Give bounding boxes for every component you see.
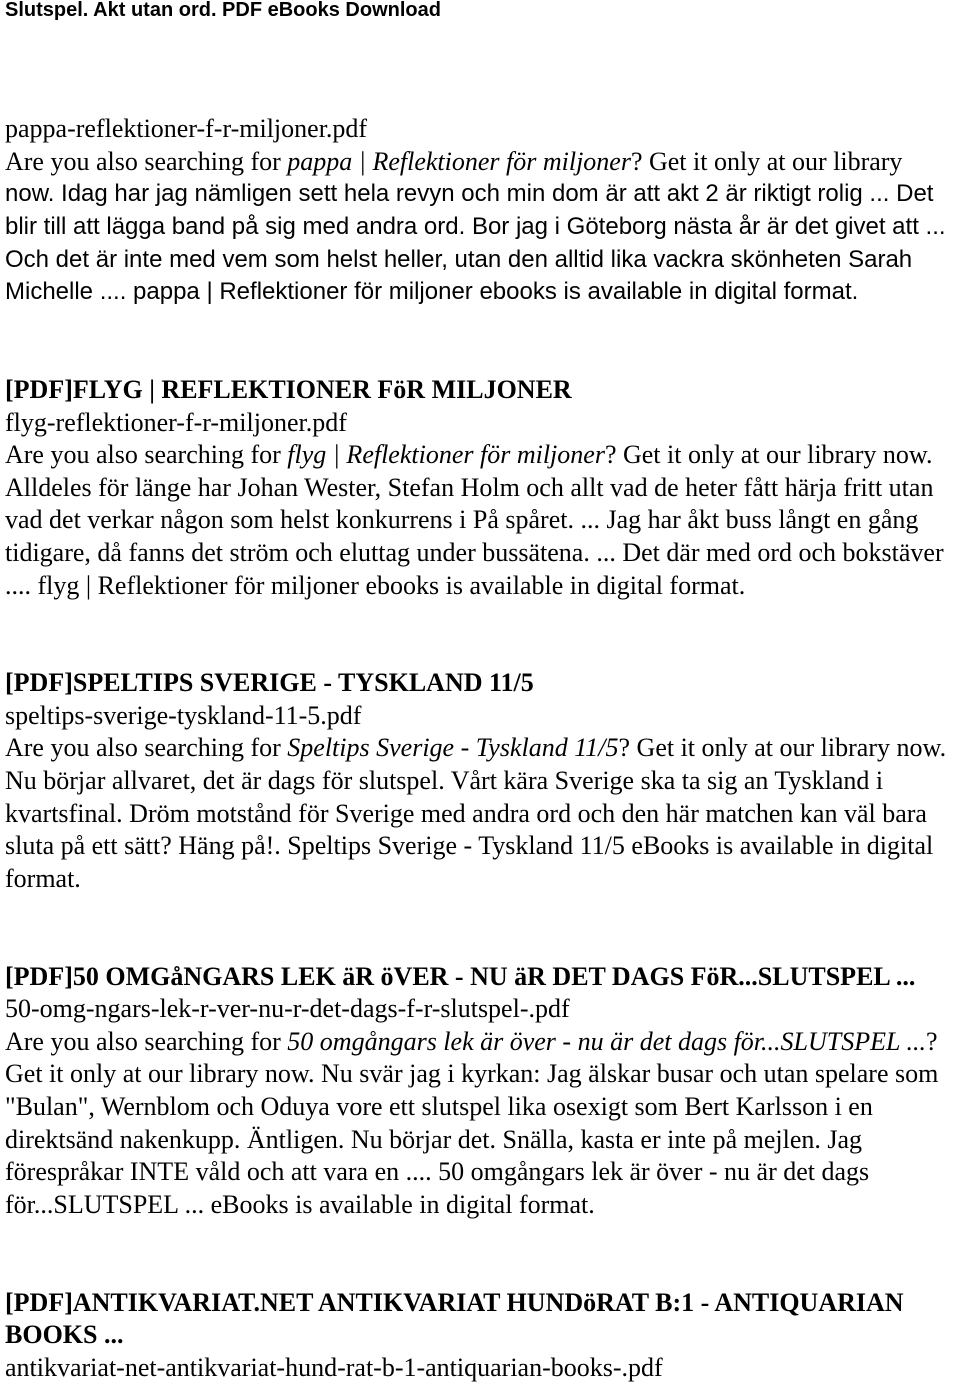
entry-search-line <box>5 439 960 472</box>
entry-description-line: .... flyg | Reflektioner för miljoner ebooks is available in digital format. <box>5 570 746 600</box>
entry-filename: speltips-sverige-tyskland-11-5.pdf <box>5 700 362 730</box>
search-title: pappa | Reflektioner för miljoner <box>287 146 631 176</box>
entry-heading: [PDF]FLYG | REFLEKTIONER FöR MILJONER <box>5 374 572 404</box>
search-suffix: ? Get it only at our library <box>630 146 903 176</box>
entry-description-line: Nu börjar allvaret, det är dags för slutspel. Vårt kära Sverige ska ta sig an Tyskland i <box>5 766 884 796</box>
search-prefix: Are you also searching for <box>5 440 288 470</box>
entry-description-line: now. Idag har jag nämligen sett hela revyn och min dom är att akt 2 är riktigt rolig ... Det <box>5 180 934 208</box>
entry-description-line: format. <box>5 863 81 893</box>
entry-description-line: vad det verkar någon som helst konkurrens i På spåret. ... Jag har åkt buss långt en gång <box>5 505 919 535</box>
entry-description-line: kvartsfinal. Dröm motstånd för Sverige med andra ord och den här matchen kan väl bara <box>5 798 927 828</box>
search-result-entry <box>5 1287 960 1385</box>
search-prefix: Are you also searching for <box>5 1026 288 1056</box>
search-suffix: ? Get it only at our library now. <box>618 733 947 763</box>
entry-description-line: direktsänd nakenkupp. Äntligen. Nu börjar det. Snälla, kasta er inte på mejlen. Jag <box>5 1124 863 1154</box>
search-title: flyg | Reflektioner för miljoner <box>287 440 605 470</box>
search-suffix: ? <box>926 1026 938 1056</box>
entry-filename: antikvariat-net-antikvariat-hund-rat-b-1-antiquarian-books-.pdf <box>5 1352 663 1382</box>
entry-description-line: Michelle .... pappa | Reflektioner för miljoner ebooks is available in digital format. <box>5 278 859 306</box>
entry-heading: [PDF]SPELTIPS SVERIGE - TYSKLAND 11/5 <box>5 668 534 698</box>
document-body <box>5 113 960 1384</box>
entry-description-line: för...SLUTSPEL ... eBooks is available in digital format. <box>5 1189 595 1219</box>
page-header-title: Slutspel. Akt utan ord. PDF eBooks Download <box>5 0 441 21</box>
search-title: 50 omgångars lek är över - nu är det dags för...SLUTSPEL ... <box>287 1026 926 1056</box>
search-result-entry <box>5 374 960 602</box>
entry-description-line: Och det är inte med vem som helst heller, utan den alltid lika vackra skönheten Sarah <box>5 245 913 273</box>
entry-description-line: förespråkar INTE våld och att vara en .... 50 omgångars lek är över - nu är det dags <box>5 1157 870 1187</box>
search-prefix: Are you also searching for <box>5 146 288 176</box>
search-title: Speltips Sverige - Tyskland 11/5 <box>287 733 619 763</box>
entry-filename: 50-omg-ngars-lek-r-ver-nu-r-det-dags-f-r-slutspel-.pdf <box>5 994 570 1024</box>
entry-description-line: tidigare, då fanns det ström och eluttag under bussätena. ... Det där med ord och bokstäver <box>5 537 944 567</box>
search-result-entry <box>5 961 960 1222</box>
entry-filename: flyg-reflektioner-f-r-miljoner.pdf <box>5 407 347 437</box>
entry-heading: BOOKS ... <box>5 1320 124 1350</box>
entry-search-line <box>5 1026 960 1059</box>
entry-description-line: Alldeles för länge har Johan Wester, Stefan Holm och allt vad de heter fått härja fritt utan <box>5 472 934 502</box>
entry-description-line: blir till att lägga band på sig med andra ord. Bor jag i Göteborg nästa år är det givet att ... <box>5 212 946 240</box>
entry-heading: [PDF]50 OMGåNGARS LEK äR öVER - NU äR DET DAGS FöR...SLUTSPEL ... <box>5 961 916 991</box>
entry-description-line: "Bulan", Wernblom och Oduya vore ett slutspel lika osexigt som Bert Karlsson i en <box>5 1092 873 1121</box>
entry-filename: pappa-reflektioner-f-r-miljoner.pdf <box>5 114 368 144</box>
search-result-entry <box>5 113 960 309</box>
entry-description-line: sluta på ett sätt? Häng på!. Speltips Sverige - Tyskland 11/5 eBooks is available in digital <box>5 831 934 861</box>
search-suffix: ? Get it only at our library now. <box>604 440 933 470</box>
search-result-entry <box>5 667 960 895</box>
search-prefix: Are you also searching for <box>5 733 288 763</box>
entry-heading: [PDF]ANTIKVARIAT.NET ANTIKVARIAT HUNDöRAT B:1 - ANTIQUARIAN <box>5 1287 904 1317</box>
entry-search-line <box>5 146 960 179</box>
entry-search-line <box>5 732 960 765</box>
entry-description-line: Get it only at our library now. Nu svär jag i kyrkan: Jag älskar busar och utan spelare som <box>5 1059 939 1089</box>
